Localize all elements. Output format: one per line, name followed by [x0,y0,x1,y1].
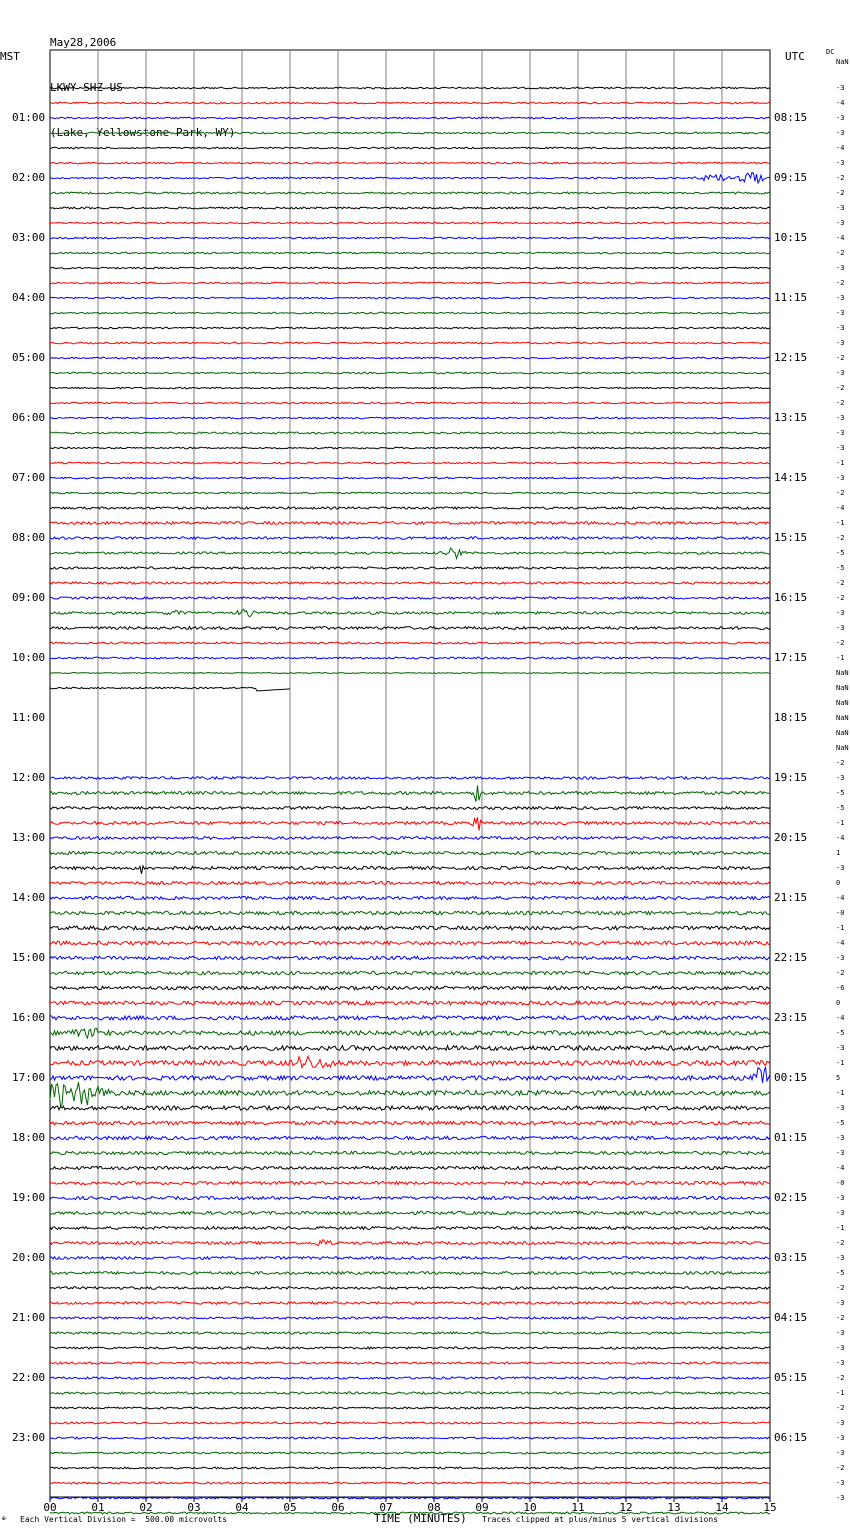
trace-line-black [50,1106,770,1110]
dc-offset-label: -1 [836,1389,845,1397]
dc-offset-label: -1 [836,1089,845,1097]
trace-line-green [50,785,770,801]
trace-line-green [50,372,770,374]
dc-offset-label: -2 [836,1284,845,1292]
trace-line-red [50,222,770,224]
dc-offset-label: -3 [836,1194,845,1202]
x-tick-label: 09 [475,1501,489,1514]
trace-line-black [50,866,770,874]
dc-offset-label: -5 [836,549,845,557]
dc-offset-label: -2 [836,579,845,587]
dc-offset-label: -4 [836,99,845,107]
right-hour-label: 10:15 [774,231,808,244]
trace-line-green [50,851,770,854]
trace-line-black [50,1046,770,1051]
dc-offset-label: -2 [836,1314,845,1322]
trace-line-blue [50,956,770,960]
left-hour-label: 23:00 [12,1431,46,1444]
trace-line-green [50,1392,770,1394]
right-hour-label: 15:15 [774,531,808,544]
right-hour-label: 06:15 [774,1431,808,1444]
clip-note: Traces clipped at plus/minus 5 vertical divisions [482,1515,719,1524]
dc-offset-label: -3 [836,474,845,482]
right-hour-label: 19:15 [774,771,808,784]
trace-line-blue [50,1317,770,1319]
right-hour-label: 17:15 [774,651,808,664]
x-tick-label: 12 [619,1501,633,1514]
dc-offset-label: -5 [836,1029,845,1037]
trace-line-red [50,1056,770,1067]
dc-offset-label: -3 [836,609,845,617]
dc-offset-label: -3 [836,1104,845,1112]
left-hour-label: 16:00 [12,1011,46,1024]
trace-line-green [50,911,770,915]
trace-line-green [50,432,770,434]
x-tick-label: 05 [283,1501,297,1514]
left-hour-label: 19:00 [12,1191,46,1204]
trace-line-black [50,207,770,209]
dc-offset-label: NaN [836,669,849,677]
dc-offset-label: -1 [836,819,845,827]
dc-offset-label: -3 [836,1479,845,1487]
dc-offset-label: -0 [836,1179,845,1187]
x-tick-label: 13 [667,1501,681,1514]
right-hour-label: 05:15 [774,1371,808,1384]
trace-line-blue [50,117,770,119]
trace-line-red [50,462,770,464]
dc-column-title: DC [826,48,835,56]
dc-offset-label: -3 [836,1344,845,1352]
dc-offset-label: -2 [836,354,845,362]
chart-date: May28,2006 [50,36,117,49]
dc-offset-label: -3 [836,219,845,227]
trace-line-blue [50,357,770,359]
trace-line-black [50,267,770,269]
dc-offset-label: -3 [836,159,845,167]
dc-offset-label: -3 [836,204,845,212]
trace-line-green [50,1452,770,1454]
trace-line-black [50,1227,770,1230]
dc-offset-label: -5 [836,1269,845,1277]
trace-line-green [50,609,770,617]
dc-offset-label: -4 [836,504,845,512]
trace-line-black [50,447,770,449]
trace-line-blue [50,297,770,299]
x-tick-label: 14 [715,1501,729,1514]
dc-offset-label: -0 [836,909,845,917]
trace-line-red [50,1362,770,1364]
dc-offset-label: -3 [836,864,845,872]
trace-line-red [50,1181,770,1184]
left-hour-label: 10:00 [12,651,46,664]
dc-offset-label: -3 [836,1329,845,1337]
dc-offset-label: -3 [836,1419,845,1427]
dc-offset-label: -2 [836,534,845,542]
dc-offset-label: -2 [836,189,845,197]
dc-offset-label: -3 [836,324,845,332]
dc-offset-label: 0 [836,879,841,887]
trace-line-black [50,1467,770,1469]
right-timezone-label: UTC [785,50,805,63]
corner-mark: ✠ [2,1515,6,1522]
dc-offset-label: -2 [836,1464,845,1472]
dc-offset-label: -3 [836,1434,845,1442]
dc-offset-label: -3 [836,309,845,317]
x-tick-label: 03 [187,1501,201,1514]
dc-offset-label: -5 [836,804,845,812]
dc-offset-label: -4 [836,144,845,152]
x-axis-title: TIME (MINUTES) [374,1512,467,1525]
dc-offset-label: NaN [836,58,849,66]
dc-offset-label: 0 [836,999,841,1007]
trace-line-black [50,567,770,569]
left-hour-label: 14:00 [12,891,46,904]
trace-line-green [50,252,770,254]
trace-line-red [50,1240,770,1246]
trace-line-red [50,522,770,525]
trace-line-red [50,941,770,945]
trace-line-black [50,327,770,329]
right-hour-label: 12:15 [774,351,808,364]
dc-offset-label: -1 [836,459,845,467]
dc-offset-label: -3 [836,1209,845,1217]
trace-line-red [50,102,770,104]
right-hour-label: 04:15 [774,1311,808,1324]
trace-line-green [50,1151,770,1154]
trace-line-blue [50,597,770,599]
trace-line-green [50,192,770,194]
trace-line-red [50,1482,770,1484]
dc-offset-label: -4 [836,834,845,842]
right-hour-label: 09:15 [774,171,808,184]
trace-line-black [50,627,770,630]
dc-offset-label: -3 [836,84,845,92]
trace-line-black [50,387,770,389]
dc-offset-label: -4 [836,234,845,242]
dc-offset-label: -3 [836,1044,845,1052]
plot-frame [50,50,770,1497]
dc-offset-label: NaN [836,684,849,692]
trace-line-black [50,1407,770,1409]
trace-line-black [50,807,770,810]
dc-offset-label: -3 [836,429,845,437]
x-tick-label: 11 [571,1501,585,1514]
dc-offset-label: -1 [836,1059,845,1067]
trace-line-blue [50,172,770,183]
left-hour-label: 22:00 [12,1371,46,1384]
x-tick-label: 07 [379,1501,393,1514]
dc-offset-label: -4 [836,1014,845,1022]
dc-offset-label: -2 [836,1239,845,1247]
right-hour-label: 03:15 [774,1251,808,1264]
left-hour-label: 15:00 [12,951,46,964]
trace-line-red [50,582,770,584]
dc-offset-label: -3 [836,264,845,272]
trace-line-red [50,402,770,404]
dc-offset-label: -2 [836,969,845,977]
trace-line-black [50,926,770,930]
trace-line-red [50,642,770,644]
trace-line-blue [50,837,770,840]
x-tick-label: 15 [763,1501,777,1514]
left-hour-label: 07:00 [12,471,46,484]
x-tick-label: 08 [427,1501,441,1514]
dc-offset-label: 5 [836,1074,841,1082]
trace-line-green [50,132,770,134]
trace-line-green [50,1211,770,1214]
dc-offset-label: -3 [836,1134,845,1142]
left-hour-label: 04:00 [12,291,46,304]
trace-line-red [50,342,770,344]
left-hour-label: 13:00 [12,831,46,844]
dc-offset-label: NaN [836,744,849,752]
left-hour-label: 17:00 [12,1071,46,1084]
trace-line-black [50,1287,770,1290]
trace-line-red [50,1001,770,1005]
x-tick-label: 10 [523,1501,537,1514]
left-hour-label: 20:00 [12,1251,46,1264]
dc-offset-label: -2 [836,1374,845,1382]
trace-line-green [50,971,770,975]
right-hour-label: 02:15 [774,1191,808,1204]
dc-offset-label: -3 [836,1449,845,1457]
left-hour-label: 21:00 [12,1311,46,1324]
trace-line-blue [50,477,770,479]
trace-line-green [50,312,770,314]
trace-line-blue [50,417,770,419]
dc-offset-label: -3 [836,1494,845,1502]
dc-offset-label: -4 [836,894,845,902]
right-hour-label: 21:15 [774,891,808,904]
right-hour-label: 16:15 [774,591,808,604]
trace-line-blue [50,777,770,780]
trace-line-blue [50,896,770,899]
left-timezone-label: MST [0,50,20,63]
dc-offset-label: -3 [836,444,845,452]
right-hour-label: 20:15 [774,831,808,844]
trace-line-red [50,162,770,164]
dc-offset-label: -3 [836,1359,845,1367]
trace-line-blue [50,237,770,239]
trace-line-black [50,507,770,509]
x-tick-label: 01 [91,1501,105,1514]
trace-line-blue [50,537,770,540]
dc-offset-label: -3 [836,414,845,422]
trace-line-blue [50,1016,770,1020]
trace-line-green [50,673,770,674]
dc-offset-label: -6 [836,984,845,992]
dc-offset-label: NaN [836,714,849,722]
x-tick-label: 02 [139,1501,153,1514]
left-hour-label: 02:00 [12,171,46,184]
trace-line-red [50,1121,770,1125]
trace-line-blue [50,1136,770,1140]
trace-line-red [50,1422,770,1424]
x-tick-label: 04 [235,1501,249,1514]
trace-line-black [50,147,770,149]
left-hour-label: 05:00 [12,351,46,364]
dc-offset-label: -2 [836,489,845,497]
trace-line-red [50,1302,770,1305]
left-hour-label: 06:00 [12,411,46,424]
right-hour-label: 18:15 [774,711,808,724]
dc-offset-label: -1 [836,654,845,662]
right-hour-label: 00:15 [774,1071,808,1084]
dc-offset-label: NaN [836,729,849,737]
dc-offset-label: -3 [836,339,845,347]
trace-line-blue [50,1377,770,1379]
trace-line-green [50,492,770,494]
dc-offset-label: -2 [836,174,845,182]
trace-line-black [50,1166,770,1169]
dc-offset-label: -5 [836,564,845,572]
trace-line-red [50,282,770,284]
dc-offset-label: -1 [836,924,845,932]
left-hour-label: 12:00 [12,771,46,784]
right-hour-label: 01:15 [774,1131,808,1144]
dc-offset-label: -5 [836,1119,845,1127]
dc-offset-label: -3 [836,1299,845,1307]
station-code: LKWY SHZ US [50,81,123,94]
x-tick-label: 00 [43,1501,57,1514]
trace-line-black [50,986,770,990]
dc-offset-label: -3 [836,114,845,122]
trace-line-red [50,817,770,830]
trace-line-green [50,1272,770,1275]
dc-offset-label: -3 [836,369,845,377]
dc-offset-label: -2 [836,279,845,287]
right-hour-label: 23:15 [774,1011,808,1024]
trace-line-blue [50,1196,770,1199]
dc-offset-label: -2 [836,249,845,257]
scale-note: Each Vertical Division = 500.00 microvolts [20,1515,228,1524]
dc-offset-label: -3 [836,1254,845,1262]
dc-offset-label: -3 [836,129,845,137]
station-location: (Lake, Yellowstone Park, WY) [50,126,236,139]
dc-offset-label: -2 [836,759,845,767]
dc-offset-label: -1 [836,1224,845,1232]
right-hour-label: 11:15 [774,291,808,304]
dc-offset-label: -4 [836,1164,845,1172]
trace-line-blue [50,1257,770,1260]
dc-offset-label: -2 [836,639,845,647]
trace-line-green [50,1082,770,1105]
trace-line-red [50,881,770,884]
left-hour-label: 09:00 [12,591,46,604]
trace-line-black [50,687,290,691]
left-hour-label: 03:00 [12,231,46,244]
trace-line-blue [50,1067,770,1083]
left-hour-label: 01:00 [12,111,46,124]
dc-offset-label: -5 [836,789,845,797]
dc-offset-label: -2 [836,399,845,407]
right-hour-label: 22:15 [774,951,808,964]
dc-offset-label: 1 [836,849,841,857]
dc-offset-label: -3 [836,294,845,302]
x-tick-label: 06 [331,1501,345,1514]
dc-offset-label: NaN [836,699,849,707]
dc-offset-label: -3 [836,624,845,632]
dc-offset-label: -3 [836,1149,845,1157]
right-hour-label: 14:15 [774,471,808,484]
dc-offset-label: -1 [836,519,845,527]
dc-offset-label: -2 [836,594,845,602]
trace-line-blue [50,657,770,659]
left-hour-label: 08:00 [12,531,46,544]
dc-offset-label: -2 [836,384,845,392]
trace-line-green [50,1028,770,1038]
dc-offset-label: -4 [836,939,845,947]
dc-offset-label: -3 [836,774,845,782]
dc-offset-label: -3 [836,954,845,962]
trace-line-black [50,87,770,89]
right-hour-label: 13:15 [774,411,808,424]
trace-line-blue [50,1437,770,1439]
trace-line-green [50,548,770,559]
trace-line-black [50,1347,770,1349]
right-hour-label: 08:15 [774,111,808,124]
trace-line-green [50,1332,770,1334]
dc-offset-label: -2 [836,1404,845,1412]
left-hour-label: 18:00 [12,1131,46,1144]
left-hour-label: 11:00 [12,711,46,724]
